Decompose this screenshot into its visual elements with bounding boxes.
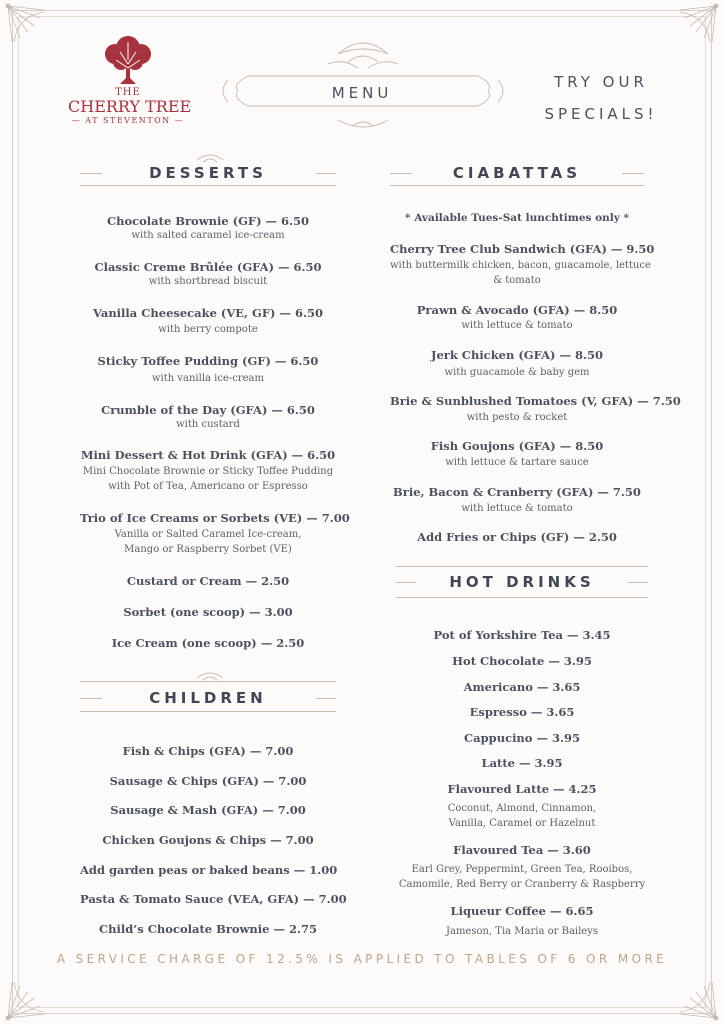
drink-item-name: Americano — 3.65 xyxy=(463,680,581,694)
ciabatta-item-desc: with lettuce & tomato xyxy=(461,503,573,514)
dessert-item-desc: Vanilla or Salted Caramel Ice-cream, xyxy=(114,529,302,540)
dessert-item-desc: with vanilla ice-cream xyxy=(151,373,265,384)
divider xyxy=(80,711,336,712)
menu-banner-ornament-icon xyxy=(208,32,518,132)
ciabatta-item-desc: with buttermilk chicken, bacon, guacamole, lettuce xyxy=(390,260,651,271)
dessert-item-desc: Mini Chocolate Brownie or Sticky Toffee Pudding xyxy=(82,466,334,477)
dessert-item-name: Mini Dessert & Hot Drink (GFA) — 6.50 xyxy=(80,448,336,462)
children-item: Sausage & Chips (GFA) — 7.00 xyxy=(109,774,307,788)
ciabattas-heading: CIABATTAS xyxy=(452,164,582,182)
ciabatta-item-name: Jerk Chicken (GFA) — 8.50 xyxy=(431,348,603,362)
ciabatta-item-desc: with guacamole & baby gem xyxy=(444,367,590,378)
specials-line-1: TRY OUR xyxy=(554,73,648,91)
restaurant-logo xyxy=(68,34,192,126)
corner-ornament-icon xyxy=(4,2,50,48)
flourish-icon xyxy=(195,150,225,164)
dessert-item-name: Classic Creme Brûlée (GFA) — 6.50 xyxy=(94,260,322,274)
drink-item-name: Flavoured Tea — 3.60 xyxy=(453,843,591,857)
logo-the: THE xyxy=(115,87,141,98)
page-title: MENU xyxy=(331,84,393,102)
children-item: Pasta & Tomato Sauce (VEA, GFA) — 7.00 xyxy=(80,892,347,906)
dessert-item-name: Trio of Ice Creams or Sorbets (VE) — 7.00 xyxy=(80,511,350,525)
ciabatta-item-desc: with lettuce & tomato xyxy=(461,320,573,331)
availability-note: * Available Tues-Sat lunchtimes only * xyxy=(405,212,629,224)
children-item: Add garden peas or baked beans — 1.00 xyxy=(80,863,338,877)
children-item: Fish & Chips (GFA) — 7.00 xyxy=(122,744,294,758)
specials-line-2: SPECIALS! xyxy=(544,105,658,123)
drink-item-name: Pot of Yorkshire Tea — 3.45 xyxy=(433,628,611,642)
dessert-item-desc: Mango or Raspberry Sorbet (VE) xyxy=(124,544,292,555)
drink-item-desc: Earl Grey, Peppermint, Green Tea, Rooibos, xyxy=(411,864,633,875)
dessert-item-desc: with berry compote xyxy=(158,324,258,335)
corner-ornament-icon xyxy=(674,976,720,1022)
ciabatta-item-desc: with lettuce & tartare sauce xyxy=(445,457,589,468)
drink-item-name: Latte — 3.95 xyxy=(481,756,563,770)
cherry-tree-icon xyxy=(98,34,158,86)
ciabatta-item-name: Brie, Bacon & Cranberry (GFA) — 7.50 xyxy=(393,485,641,499)
ciabatta-item-desc: with pesto & rocket xyxy=(466,412,568,423)
ciabatta-item-name: Add Fries or Chips (GF) — 2.50 xyxy=(417,530,617,544)
drink-item-name: Hot Chocolate — 3.95 xyxy=(452,654,592,668)
ciabatta-item-desc: & tomato xyxy=(493,275,541,286)
drink-item-name: Cappucino — 3.95 xyxy=(464,731,580,745)
flourish-icon xyxy=(195,668,225,682)
children-heading: CHILDREN xyxy=(149,689,267,707)
dessert-item-name: Sticky Toffee Pudding (GF) — 6.50 xyxy=(97,354,319,368)
logo-subtitle: — AT STEVENTON — xyxy=(71,116,185,125)
specials-callout xyxy=(526,66,676,130)
drink-item-name: Liqueur Coffee — 6.65 xyxy=(450,904,594,918)
service-charge-notice: A SERVICE CHARGE OF 12.5% IS APPLIED TO TABLES OF 6 OR MORE xyxy=(56,952,668,966)
dessert-item-name: Sorbet (one scoop) — 3.00 xyxy=(123,605,293,619)
dessert-item-name: Crumble of the Day (GFA) — 6.50 xyxy=(101,403,315,417)
drink-item-desc: Vanilla, Caramel or Hazelnut xyxy=(448,818,596,829)
dessert-item-name: Custard or Cream — 2.50 xyxy=(126,574,290,588)
hot-drinks-heading: HOT DRINKS xyxy=(449,573,595,591)
ciabatta-item-name: Cherry Tree Club Sandwich (GFA) — 9.50 xyxy=(390,242,655,256)
ciabatta-item-name: Fish Goujons (GFA) — 8.50 xyxy=(430,439,604,453)
drink-item-desc: Coconut, Almond, Cinnamon, xyxy=(447,803,597,814)
corner-ornament-icon xyxy=(674,2,720,48)
divider xyxy=(390,185,644,186)
dessert-item-desc: with custard xyxy=(176,419,240,430)
children-item: Child’s Chocolate Brownie — 2.75 xyxy=(99,922,317,936)
divider xyxy=(396,597,648,598)
dessert-item-desc: with shortbread biscuit xyxy=(148,276,268,287)
corner-ornament-icon xyxy=(4,976,50,1022)
divider xyxy=(396,566,648,567)
children-item: Sausage & Mash (GFA) — 7.00 xyxy=(110,803,306,817)
divider xyxy=(80,185,336,186)
drink-item-desc: Jameson, Tia Maria or Baileys xyxy=(445,926,599,937)
logo-name: CHERRY TREE xyxy=(68,97,192,116)
dessert-item-desc: with salted caramel ice-cream xyxy=(131,230,285,241)
dessert-item-name: Vanilla Cheesecake (VE, GF) — 6.50 xyxy=(93,306,323,320)
drink-item-name: Flavoured Latte — 4.25 xyxy=(447,782,597,796)
drink-item-name: Espresso — 3.65 xyxy=(469,705,575,719)
desserts-heading: DESSERTS xyxy=(149,164,267,182)
dessert-item-name: Chocolate Brownie (GF) — 6.50 xyxy=(106,214,310,228)
dessert-item-desc: with Pot of Tea, Americano or Espresso xyxy=(108,481,308,492)
dessert-item-name: Ice Cream (one scoop) — 2.50 xyxy=(111,636,305,650)
ciabatta-item-name: Brie & Sunblushed Tomatoes (V, GFA) — 7.50 xyxy=(390,394,681,408)
children-item: Chicken Goujons & Chips — 7.00 xyxy=(102,833,314,847)
ciabatta-item-name: Prawn & Avocado (GFA) — 8.50 xyxy=(416,303,618,317)
drink-item-desc: Camomile, Red Berry or Cranberry & Raspberry xyxy=(398,879,646,890)
